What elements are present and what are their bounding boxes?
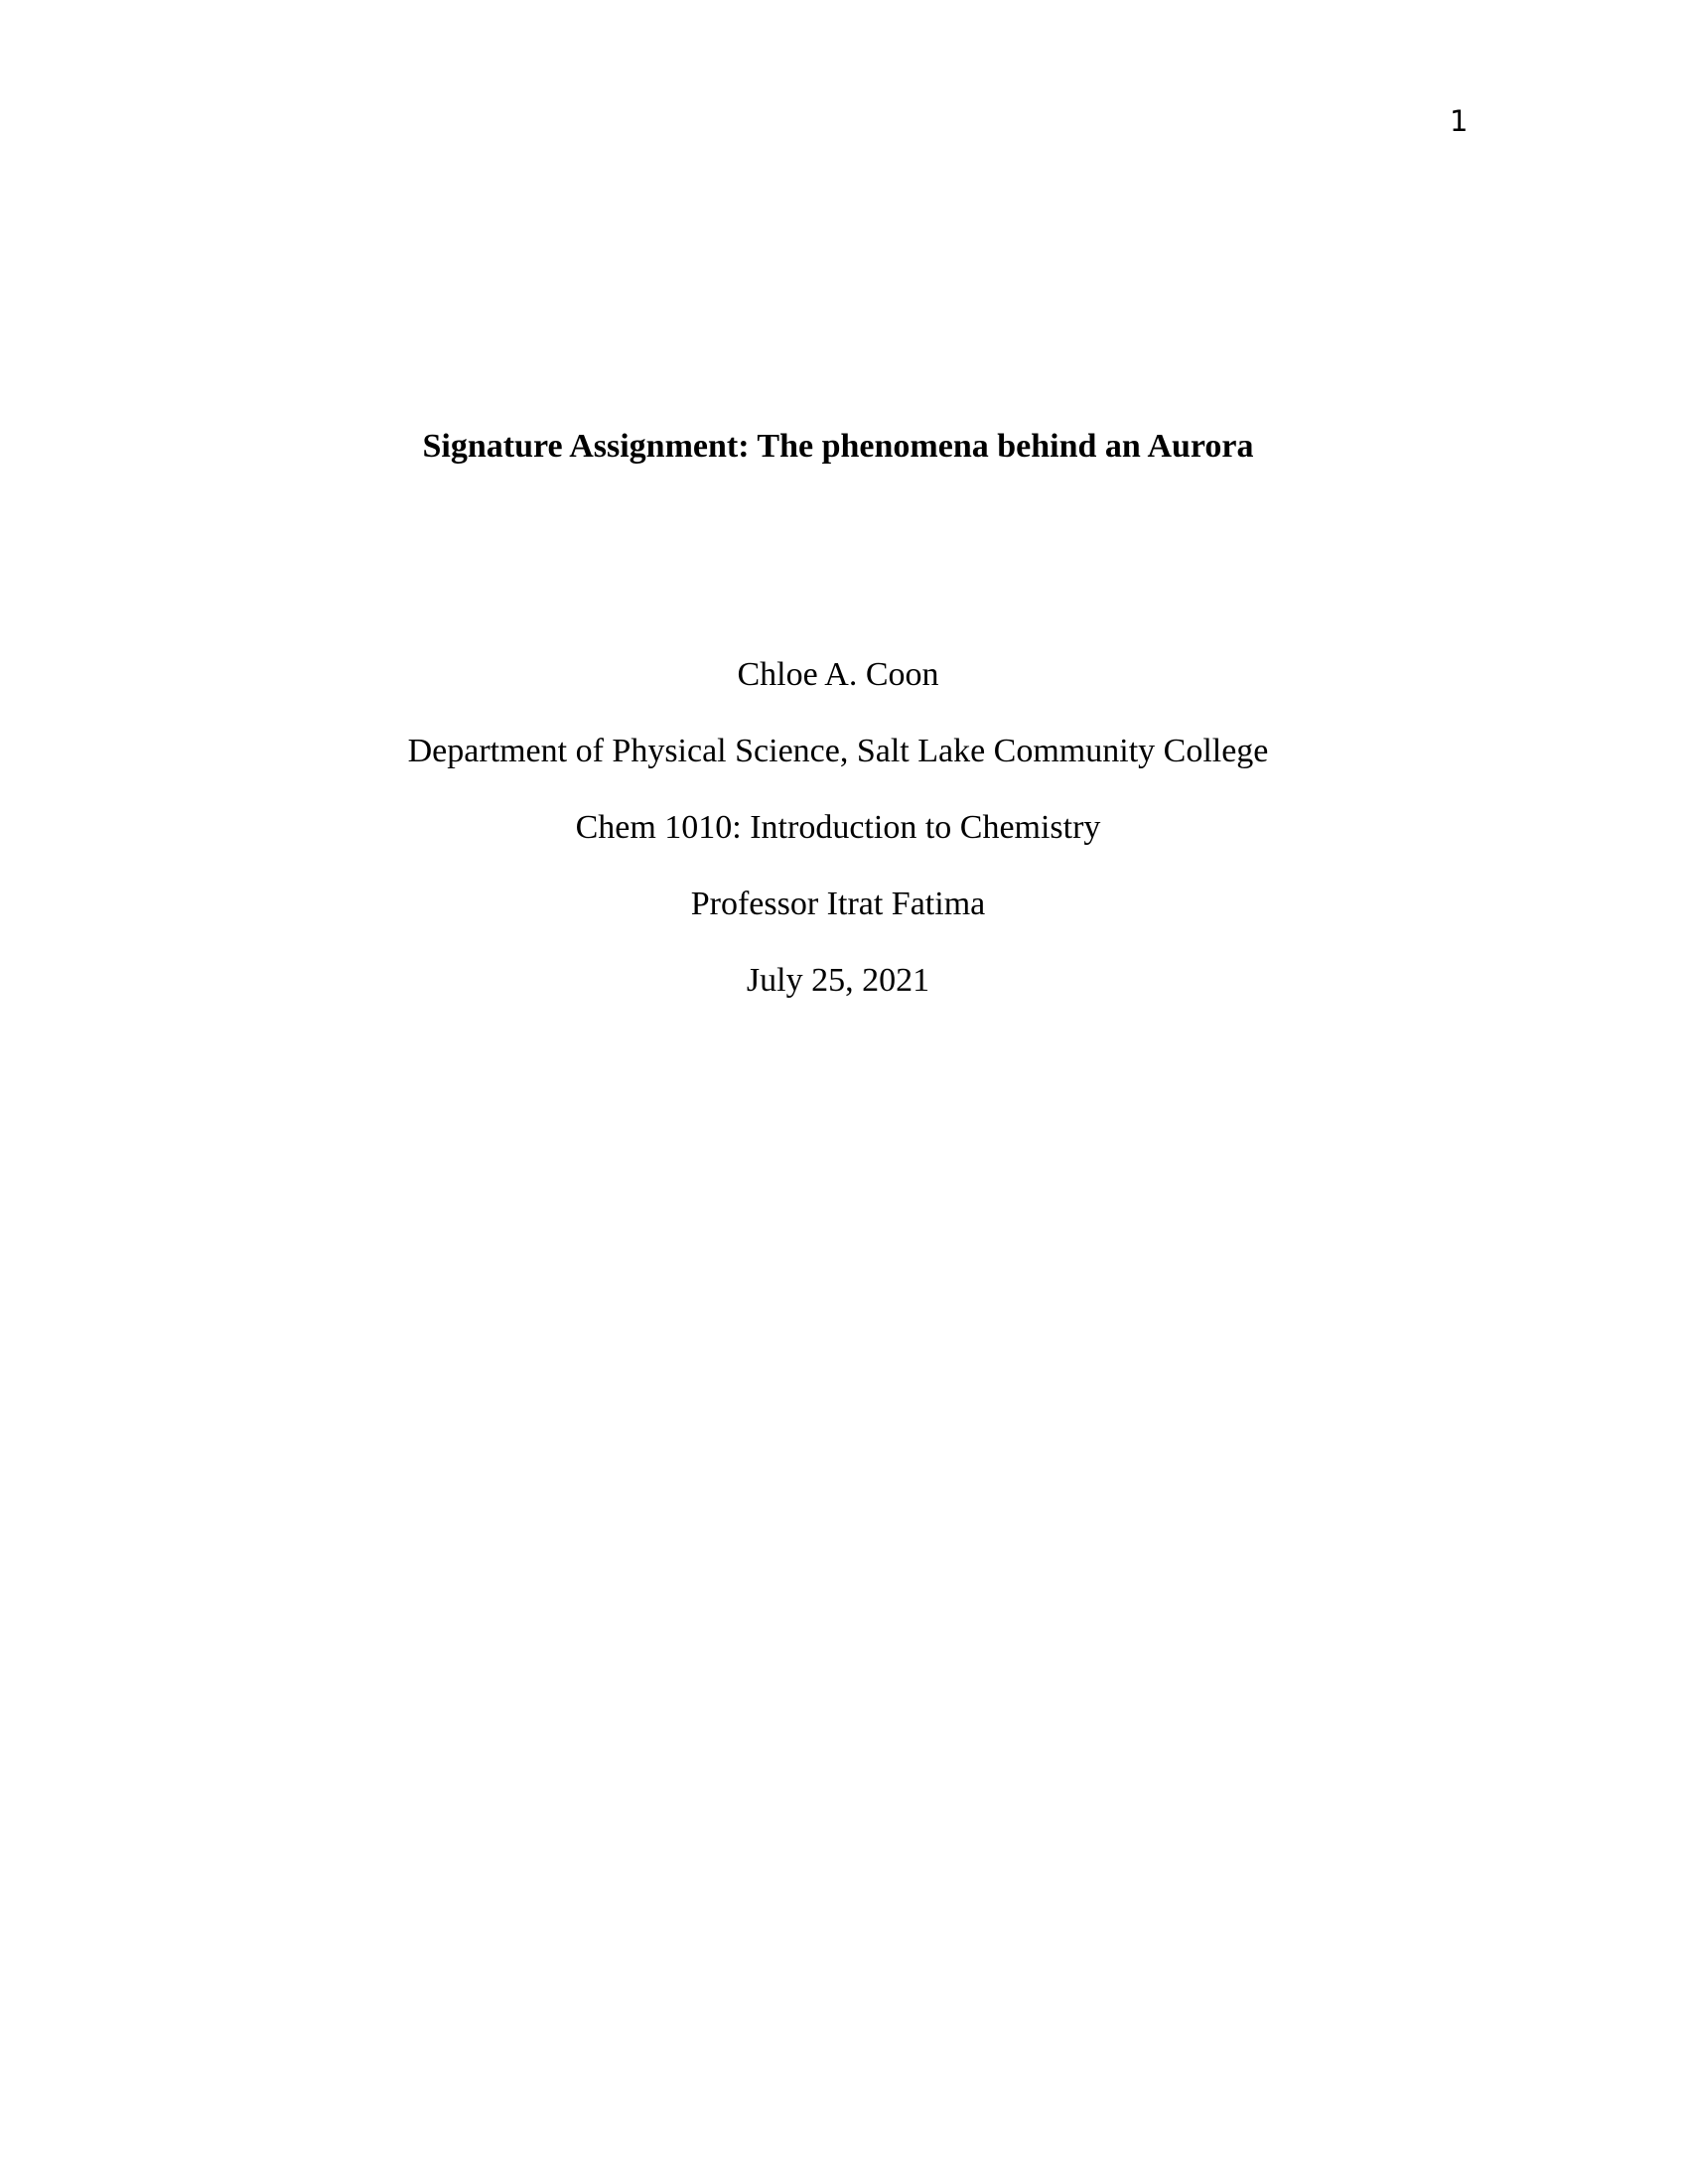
- instructor-name: Professor Itrat Fatima: [690, 886, 986, 922]
- paper-title: Signature Assignment: The phenomena behind an Aurora: [422, 428, 1254, 465]
- due-date: July 25, 2021: [746, 962, 930, 999]
- department-affiliation: Department of Physical Science, Salt Lake Community College: [407, 733, 1269, 769]
- page-number: 1: [1450, 104, 1469, 138]
- course-name: Chem 1010: Introduction to Chemistry: [575, 809, 1101, 846]
- author-name: Chloe A. Coon: [737, 656, 939, 693]
